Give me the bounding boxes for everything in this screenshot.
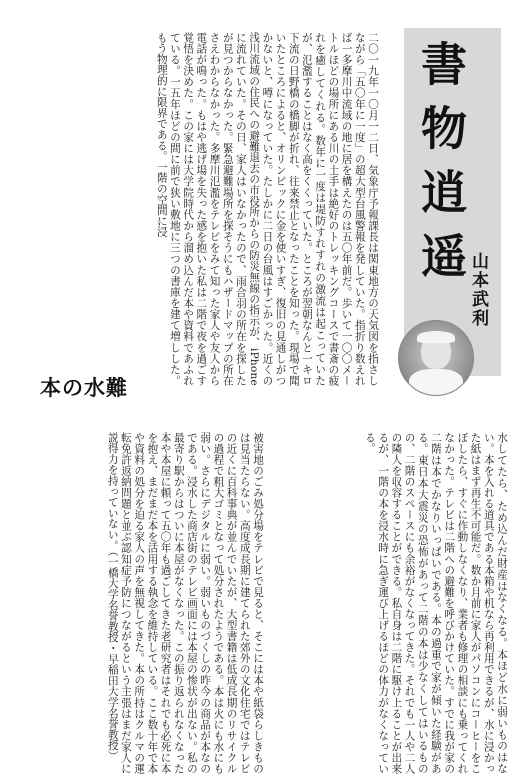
author-photo-shirt xyxy=(409,369,463,396)
article-headline: 本の水難 xyxy=(40,376,128,400)
author-name: 山本武利 xyxy=(468,252,488,328)
article-body-bottom-right: 水してたら、ため込んだ財産はなくなる。本ほど水に弱いものはない。本を入れる道具である本箱や机なら再利用できるが、水に浸かった紙はまず再生不可能だ。数か月前に家人がパソコンにコーヒーをこぼしたら、すぐに作動しなくなり、業者も修理の相談にも乗ってくれなかった。テレビは二階への避難を呼びかけていた。すでに我が家の二階は本でかなりいっぱいである。本の過重で家が傾いた経験がある。東日本大震災の恐怖があって二階の本は少なくしてはいるものの、二階のスペースにも余裕がなくなってきた。それでも一人や二人の隣人を収容することができる。私自身は二階に駆け上ることが出来るが、一階の本を浸水時に急ぎ運び上げるほどの体力がなくなっている。 xyxy=(363,432,508,774)
column-title: 書物逍遥 xyxy=(414,40,468,296)
article-body-bottom-left: 被害地のごみ処分場をテレビで見ると、そこには本や紙袋らしきものは見当たらない。高度成長期に建てられた郊外の文化住宅ではテレビの近くに百科事典が並んでいたが、大型書籍は低成長期のリサイクルの過程で粗大ゴミとなって処分されたようである。本は火にも水にも弱い。さらにデジタルに弱い。弱いものづくしの昨今の商品が本なのである。浸水した商店街のテレビ画面には本屋の惨状が出ない。私の最寄り駅からはついに本屋がなくなった。この振り返られなくなった本や本屋に頼って五〇年も過ごしてきた老研究者はそれでも必死に本を抱え、まだまだ本を活用する執念を維持している。ここ数十年で本や資料の処分を迫る家人の声を無視してきた。本の所持はクルマの運転免許返納問題と並ぶ認知症予防につながるという主張はまだ家人に説得力を持っていない。（一橋大学名誉教授・早稲田大学名誉教授） xyxy=(106,432,264,774)
author-photo xyxy=(398,320,474,396)
author-photo-cap xyxy=(417,331,455,343)
article-body-top: 二〇一九年一〇月一二日、気象庁予報課長は関東地方の天気図を指さしながら「五〇年に一度」の超大型台風警報を発していた。指折り数えれば一多摩川中流域の地に居を構えたのは五〇年前だ。歩いて一〇〇メートルほどの場所にある川の土手は絶好のトレッキングコースで書斎の疲れを癒してくれる。数年に一度は堤防すれすれの激流は起こっていたが、氾濫することはなく高をくくっていた。ところが翌朝なんと一キロ下流の日野橋の橋脚が折れ、往来禁止となったことを知った。現場で聞いたところによると、オリンピックに金を使いすぎ、復旧の見通しがつかないと、噂になっていた。たしかに二日の台風はすごかった。近くの浅川流域の住民への避難退去の市役所からの防災無線の指示が、iPhoneに流れていた。その日、家人はいなかったので、雨合羽の所在を探したが見つからなかった。緊急避難場所を探そうにもハザードマップの所在さえわからなかった。多摩川氾濫をテレビをみて知った家人や友人から電話が鳴った。もはや逃げ場を失った感を抱いた私は二階で夜を過ごす覚悟を決めた。この家には大学院時代から溜め込んだ本や資料であふれている。一五年ほどの間に前で狭い敷地に三つの書庫を建て増しした。もう物理的に限界である。一階の空間に浸 xyxy=(155,32,379,386)
